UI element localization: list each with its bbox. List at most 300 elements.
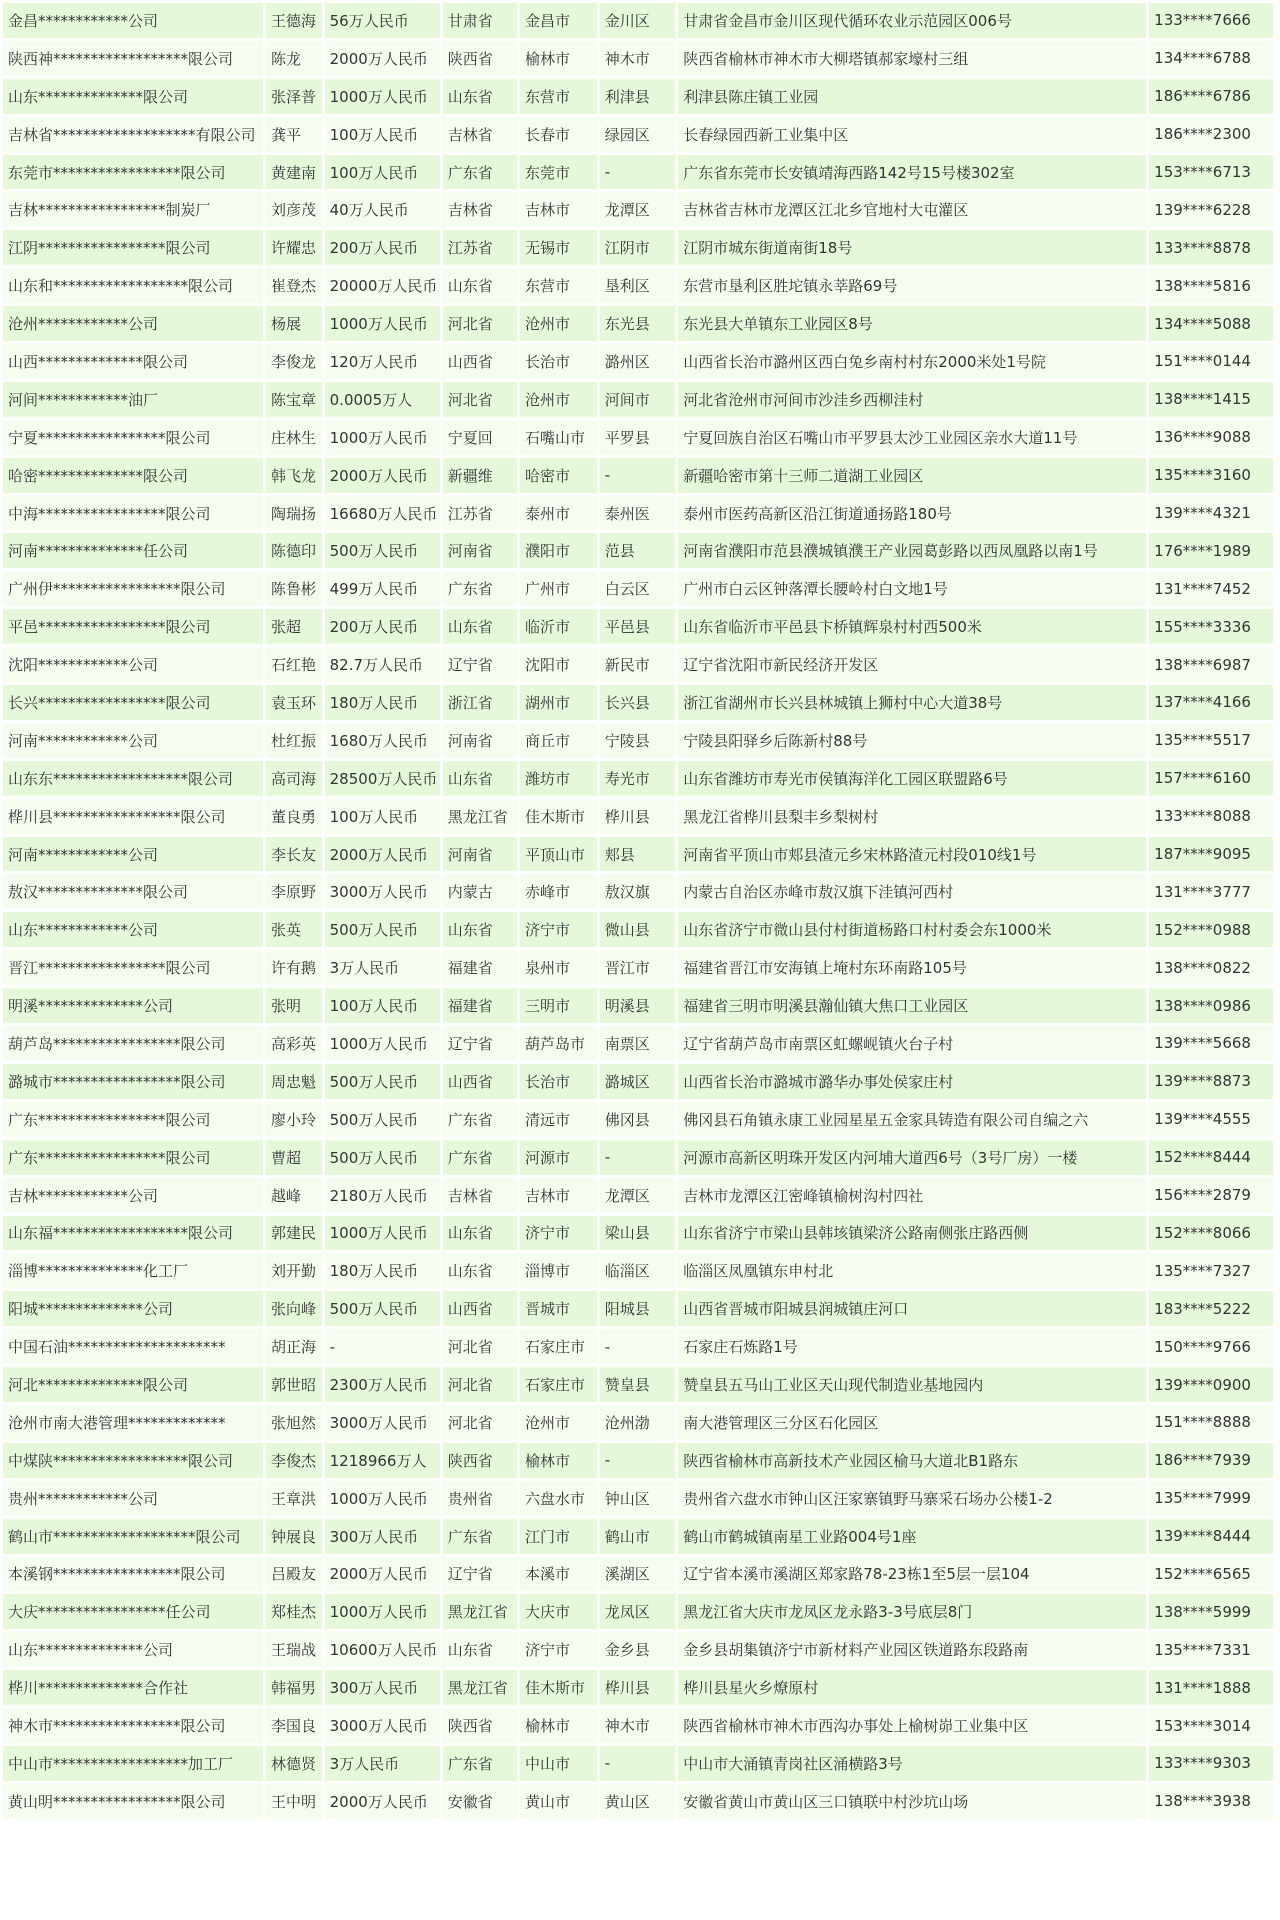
phone-cell: 131****7452 (1149, 571, 1273, 606)
address-cell: 山东省临沂市平邑县卞桥镇辉泉村村西500米 (678, 609, 1146, 644)
legal-representative-cell: 陈德印 (266, 533, 322, 568)
registered-capital-cell: 16680万人民币 (325, 496, 440, 531)
phone-cell: 152****6565 (1149, 1557, 1273, 1592)
city-cell: 榆林市 (520, 41, 597, 76)
legal-representative-cell: 李长友 (266, 837, 322, 872)
table-row (3, 420, 1273, 455)
city-cell: 沧州市 (520, 1405, 597, 1440)
city-cell: 江门市 (520, 1519, 597, 1554)
phone-cell: 156****2879 (1149, 1178, 1273, 1213)
province-cell: 黑龙江省 (443, 1594, 517, 1629)
legal-representative-cell: 韩飞龙 (266, 458, 322, 493)
registered-capital-cell: 10600万人民币 (325, 1632, 440, 1667)
table-row (3, 1216, 1273, 1251)
district-cell: 桦川县 (600, 1670, 676, 1705)
table-row (3, 1253, 1273, 1288)
district-cell: 南票区 (600, 1026, 676, 1061)
phone-cell: 138****6987 (1149, 647, 1273, 682)
phone-cell: 152****8444 (1149, 1140, 1273, 1175)
province-cell: 广东省 (443, 571, 517, 606)
company-name-cell: 桦川**************合作社 (3, 1670, 263, 1705)
legal-representative-cell: 林德贤 (266, 1746, 322, 1781)
company-name-cell: 吉林*****************制炭厂 (3, 192, 263, 227)
province-cell: 广东省 (443, 155, 517, 190)
address-cell: 河北省沧州市河间市沙洼乡西柳洼村 (678, 382, 1146, 417)
district-cell: 垦利区 (600, 268, 676, 303)
province-cell: 山西省 (443, 1291, 517, 1326)
legal-representative-cell: 刘彦茂 (266, 192, 322, 227)
city-cell: 商丘市 (520, 723, 597, 758)
phone-cell: 151****0144 (1149, 344, 1273, 379)
registered-capital-cell: 100万人民币 (325, 988, 440, 1023)
company-name-cell: 潞城市*****************限公司 (3, 1064, 263, 1099)
district-cell: 沧州渤 (600, 1405, 676, 1440)
company-name-cell: 本溪钢*****************限公司 (3, 1557, 263, 1592)
phone-cell: 136****9088 (1149, 420, 1273, 455)
registered-capital-cell: 2000万人民币 (325, 1784, 440, 1819)
district-cell: 龙潭区 (600, 1178, 676, 1213)
company-name-cell: 晋江*****************限公司 (3, 950, 263, 985)
address-cell: 辽宁省沈阳市新民经济开发区 (678, 647, 1146, 682)
address-cell: 陕西省榆林市高新技术产业园区榆马大道北B1路东 (678, 1443, 1146, 1478)
legal-representative-cell: 李国良 (266, 1708, 322, 1743)
registered-capital-cell: 2000万人民币 (325, 458, 440, 493)
phone-cell: 153****6713 (1149, 155, 1273, 190)
city-cell: 本溪市 (520, 1557, 597, 1592)
table-row (3, 685, 1273, 720)
table-row (3, 496, 1273, 531)
district-cell: - (600, 155, 676, 190)
legal-representative-cell: 张向峰 (266, 1291, 322, 1326)
address-cell: 宁陵县阳驿乡后陈新村88号 (678, 723, 1146, 758)
address-cell: 辽宁省葫芦岛市南票区虹螺岘镇火台子村 (678, 1026, 1146, 1061)
legal-representative-cell: 庄林生 (266, 420, 322, 455)
province-cell: 辽宁省 (443, 1557, 517, 1592)
phone-cell: 138****3938 (1149, 1784, 1273, 1819)
district-cell: - (600, 1443, 676, 1478)
district-cell: 潞城区 (600, 1064, 676, 1099)
phone-cell: 153****3014 (1149, 1708, 1273, 1743)
table-row (3, 1064, 1273, 1099)
province-cell: 广东省 (443, 1519, 517, 1554)
table-row (3, 1670, 1273, 1705)
company-name-cell: 吉林省*******************有限公司 (3, 117, 263, 152)
phone-cell: 133****8878 (1149, 230, 1273, 265)
registered-capital-cell: 1680万人民币 (325, 723, 440, 758)
legal-representative-cell: 越峰 (266, 1178, 322, 1213)
company-name-cell: 河南**************任公司 (3, 533, 263, 568)
address-cell: 浙江省湖州市长兴县林城镇上狮村中心大道38号 (678, 685, 1146, 720)
address-cell: 吉林省吉林市龙潭区江北乡官地村大屯灌区 (678, 192, 1146, 227)
province-cell: 山东省 (443, 761, 517, 796)
address-cell: 吉林市龙潭区江密峰镇榆树沟村四社 (678, 1178, 1146, 1213)
table-row (3, 155, 1273, 190)
address-cell: 安徽省黄山市黄山区三口镇联中村沙坑山场 (678, 1784, 1146, 1819)
district-cell: 桦川县 (600, 799, 676, 834)
city-cell: 榆林市 (520, 1708, 597, 1743)
district-cell: 溪湖区 (600, 1557, 676, 1592)
city-cell: 赤峰市 (520, 874, 597, 909)
table-row (3, 723, 1273, 758)
company-name-cell: 贵州************公司 (3, 1481, 263, 1516)
phone-cell: 155****3336 (1149, 609, 1273, 644)
city-cell: 长治市 (520, 1064, 597, 1099)
legal-representative-cell: 许耀忠 (266, 230, 322, 265)
legal-representative-cell: 董良勇 (266, 799, 322, 834)
province-cell: 陕西省 (443, 41, 517, 76)
city-cell: 无锡市 (520, 230, 597, 265)
phone-cell: 138****5999 (1149, 1594, 1273, 1629)
city-cell: 泰州市 (520, 496, 597, 531)
province-cell: 河北省 (443, 382, 517, 417)
district-cell: 晋江市 (600, 950, 676, 985)
legal-representative-cell: 周忠魁 (266, 1064, 322, 1099)
city-cell: 金昌市 (520, 3, 597, 38)
city-cell: 沧州市 (520, 382, 597, 417)
address-cell: 金乡县胡集镇济宁市新材料产业园区铁道路东段路南 (678, 1632, 1146, 1667)
company-name-cell: 长兴*****************限公司 (3, 685, 263, 720)
registered-capital-cell: 1000万人民币 (325, 306, 440, 341)
address-cell: 山西省长治市潞城市潞华办事处侯家庄村 (678, 1064, 1146, 1099)
company-name-cell: 桦川县*****************限公司 (3, 799, 263, 834)
province-cell: 江苏省 (443, 496, 517, 531)
company-name-cell: 沈阳************公司 (3, 647, 263, 682)
table-row (3, 1519, 1273, 1554)
phone-cell: 183****5222 (1149, 1291, 1273, 1326)
phone-cell: 135****7327 (1149, 1253, 1273, 1288)
address-cell: 江阴市城东街道南街18号 (678, 230, 1146, 265)
province-cell: 河北省 (443, 1329, 517, 1364)
district-cell: 泰州医 (600, 496, 676, 531)
address-cell: 黑龙江省大庆市龙凤区龙永路3-3号底层8门 (678, 1594, 1146, 1629)
district-cell: 龙凤区 (600, 1594, 676, 1629)
city-cell: 佳木斯市 (520, 1670, 597, 1705)
company-name-cell: 葫芦岛*****************限公司 (3, 1026, 263, 1061)
legal-representative-cell: 高司海 (266, 761, 322, 796)
province-cell: 山东省 (443, 912, 517, 947)
registered-capital-cell: 28500万人民币 (325, 761, 440, 796)
district-cell: - (600, 1746, 676, 1781)
registered-capital-cell: 180万人民币 (325, 685, 440, 720)
company-name-cell: 吉林************公司 (3, 1178, 263, 1213)
registered-capital-cell: 500万人民币 (325, 1140, 440, 1175)
registered-capital-cell: 180万人民币 (325, 1253, 440, 1288)
phone-cell: 139****5668 (1149, 1026, 1273, 1061)
address-cell: 黑龙江省桦川县梨丰乡梨树村 (678, 799, 1146, 834)
city-cell: 佳木斯市 (520, 799, 597, 834)
table-row (3, 1784, 1273, 1819)
province-cell: 河南省 (443, 723, 517, 758)
province-cell: 山东省 (443, 609, 517, 644)
address-cell: 甘肃省金昌市金川区现代循环农业示范园区006号 (678, 3, 1146, 38)
district-cell: - (600, 458, 676, 493)
table-row (3, 988, 1273, 1023)
phone-cell: 134****5088 (1149, 306, 1273, 341)
table-row (3, 1557, 1273, 1592)
phone-cell: 135****7999 (1149, 1481, 1273, 1516)
phone-cell: 152****0988 (1149, 912, 1273, 947)
city-cell: 石嘴山市 (520, 420, 597, 455)
province-cell: 河南省 (443, 837, 517, 872)
legal-representative-cell: 崔登杰 (266, 268, 322, 303)
district-cell: 范县 (600, 533, 676, 568)
company-name-cell: 平邑*****************限公司 (3, 609, 263, 644)
registered-capital-cell: 2300万人民币 (325, 1367, 440, 1402)
province-cell: 河北省 (443, 1367, 517, 1402)
company-name-cell: 中国石油********************* (3, 1329, 263, 1364)
district-cell: 宁陵县 (600, 723, 676, 758)
address-cell: 佛冈县石角镇永康工业园星星五金家具铸造有限公司自编之六 (678, 1102, 1146, 1137)
company-name-cell: 中山市******************加工厂 (3, 1746, 263, 1781)
table-row (3, 382, 1273, 417)
phone-cell: 135****3160 (1149, 458, 1273, 493)
phone-cell: 176****1989 (1149, 533, 1273, 568)
legal-representative-cell: 陈龙 (266, 41, 322, 76)
legal-representative-cell: 黄建南 (266, 155, 322, 190)
company-name-cell: 广东*****************限公司 (3, 1102, 263, 1137)
company-name-cell: 敖汉**************限公司 (3, 874, 263, 909)
city-cell: 潍坊市 (520, 761, 597, 796)
city-cell: 泉州市 (520, 950, 597, 985)
district-cell: 临淄区 (600, 1253, 676, 1288)
address-cell: 利津县陈庄镇工业园 (678, 79, 1146, 114)
table-row (3, 1443, 1273, 1478)
district-cell: 金川区 (600, 3, 676, 38)
company-name-cell: 明溪**************公司 (3, 988, 263, 1023)
phone-cell: 139****0900 (1149, 1367, 1273, 1402)
company-name-cell: 山东东******************限公司 (3, 761, 263, 796)
table-row (3, 1329, 1273, 1364)
legal-representative-cell: 郑桂杰 (266, 1594, 322, 1629)
legal-representative-cell: 刘开勤 (266, 1253, 322, 1288)
legal-representative-cell: 袁玉环 (266, 685, 322, 720)
district-cell: 鹤山市 (600, 1519, 676, 1554)
address-cell: 新疆哈密市第十三师二道湖工业园区 (678, 458, 1146, 493)
phone-cell: 186****2300 (1149, 117, 1273, 152)
legal-representative-cell: 张超 (266, 609, 322, 644)
address-cell: 赞皇县五马山工业区天山现代制造业基地园内 (678, 1367, 1146, 1402)
city-cell: 哈密市 (520, 458, 597, 493)
legal-representative-cell: 曹超 (266, 1140, 322, 1175)
district-cell: 寿光市 (600, 761, 676, 796)
registered-capital-cell: 200万人民币 (325, 230, 440, 265)
district-cell: 黄山区 (600, 1784, 676, 1819)
city-cell: 沧州市 (520, 306, 597, 341)
company-name-cell: 河南************公司 (3, 723, 263, 758)
city-cell: 东营市 (520, 268, 597, 303)
district-cell: 阳城县 (600, 1291, 676, 1326)
province-cell: 江苏省 (443, 230, 517, 265)
table-row (3, 647, 1273, 682)
registered-capital-cell: 500万人民币 (325, 533, 440, 568)
city-cell: 晋城市 (520, 1291, 597, 1326)
legal-representative-cell: 陶瑞扬 (266, 496, 322, 531)
legal-representative-cell: 王瑞战 (266, 1632, 322, 1667)
phone-cell: 157****6160 (1149, 761, 1273, 796)
province-cell: 山西省 (443, 1064, 517, 1099)
district-cell: - (600, 1329, 676, 1364)
district-cell: 佛冈县 (600, 1102, 676, 1137)
company-name-cell: 河北**************限公司 (3, 1367, 263, 1402)
district-cell: 河间市 (600, 382, 676, 417)
legal-representative-cell: 王德海 (266, 3, 322, 38)
city-cell: 三明市 (520, 988, 597, 1023)
table-row (3, 192, 1273, 227)
legal-representative-cell: 高彩英 (266, 1026, 322, 1061)
registered-capital-cell: 3万人民币 (325, 950, 440, 985)
address-cell: 广州市白云区钟落潭长腰岭村白文地1号 (678, 571, 1146, 606)
address-cell: 山东省潍坊市寿光市侯镇海洋化工园区联盟路6号 (678, 761, 1146, 796)
table-row (3, 1708, 1273, 1743)
phone-cell: 138****0822 (1149, 950, 1273, 985)
table-row (3, 1140, 1273, 1175)
phone-cell: 133****9303 (1149, 1746, 1273, 1781)
registered-capital-cell: - (325, 1329, 440, 1364)
district-cell: 绿园区 (600, 117, 676, 152)
legal-representative-cell: 韩福男 (266, 1670, 322, 1705)
district-cell: 梁山县 (600, 1216, 676, 1251)
province-cell: 贵州省 (443, 1481, 517, 1516)
company-name-cell: 沧州市南大港管理************* (3, 1405, 263, 1440)
address-cell: 宁夏回族自治区石嘴山市平罗县太沙工业园区亲水大道11号 (678, 420, 1146, 455)
company-name-cell: 中海*****************限公司 (3, 496, 263, 531)
registered-capital-cell: 82.7万人民币 (325, 647, 440, 682)
registered-capital-cell: 100万人民币 (325, 799, 440, 834)
province-cell: 吉林省 (443, 1178, 517, 1213)
phone-cell: 135****7331 (1149, 1632, 1273, 1667)
registered-capital-cell: 1000万人民币 (325, 1216, 440, 1251)
city-cell: 中山市 (520, 1746, 597, 1781)
province-cell: 广东省 (443, 1140, 517, 1175)
province-cell: 吉林省 (443, 117, 517, 152)
city-cell: 六盘水市 (520, 1481, 597, 1516)
registered-capital-cell: 2000万人民币 (325, 837, 440, 872)
registered-capital-cell: 499万人民币 (325, 571, 440, 606)
address-cell: 福建省三明市明溪县瀚仙镇大焦口工业园区 (678, 988, 1146, 1023)
table-row (3, 1632, 1273, 1667)
table-row (3, 1367, 1273, 1402)
province-cell: 山东省 (443, 1253, 517, 1288)
province-cell: 陕西省 (443, 1708, 517, 1743)
province-cell: 甘肃省 (443, 3, 517, 38)
district-cell: 微山县 (600, 912, 676, 947)
district-cell: 新民市 (600, 647, 676, 682)
province-cell: 内蒙古 (443, 874, 517, 909)
registered-capital-cell: 20000万人民币 (325, 268, 440, 303)
registered-capital-cell: 3000万人民币 (325, 874, 440, 909)
legal-representative-cell: 李原野 (266, 874, 322, 909)
address-cell: 南大港管理区三分区石化园区 (678, 1405, 1146, 1440)
table-row (3, 41, 1273, 76)
address-cell: 长春绿园西新工业集中区 (678, 117, 1146, 152)
table-row (3, 799, 1273, 834)
phone-cell: 152****8066 (1149, 1216, 1273, 1251)
city-cell: 石家庄市 (520, 1367, 597, 1402)
table-row (3, 1481, 1273, 1516)
registered-capital-cell: 300万人民币 (325, 1519, 440, 1554)
district-cell: 金乡县 (600, 1632, 676, 1667)
table-row (3, 344, 1273, 379)
phone-cell: 186****6786 (1149, 79, 1273, 114)
city-cell: 河源市 (520, 1140, 597, 1175)
district-cell: 利津县 (600, 79, 676, 114)
phone-cell: 137****4166 (1149, 685, 1273, 720)
phone-cell: 150****9766 (1149, 1329, 1273, 1364)
address-cell: 福建省晋江市安海镇上埯村东环南路105号 (678, 950, 1146, 985)
city-cell: 石家庄市 (520, 1329, 597, 1364)
city-cell: 湖州市 (520, 685, 597, 720)
legal-representative-cell: 王章洪 (266, 1481, 322, 1516)
company-name-cell: 江阴*****************限公司 (3, 230, 263, 265)
city-cell: 济宁市 (520, 912, 597, 947)
registered-capital-cell: 0.0005万人 (325, 382, 440, 417)
phone-cell: 139****4555 (1149, 1102, 1273, 1137)
province-cell: 河北省 (443, 306, 517, 341)
address-cell: 陕西省榆林市神木市西沟办事处上榆树峁工业集中区 (678, 1708, 1146, 1743)
city-cell: 吉林市 (520, 1178, 597, 1213)
province-cell: 吉林省 (443, 192, 517, 227)
legal-representative-cell: 廖小玲 (266, 1102, 322, 1137)
city-cell: 黄山市 (520, 1784, 597, 1819)
address-cell: 鹤山市鹤城镇南星工业路004号1座 (678, 1519, 1146, 1554)
phone-cell: 133****8088 (1149, 799, 1273, 834)
table-row (3, 117, 1273, 152)
city-cell: 濮阳市 (520, 533, 597, 568)
registered-capital-cell: 120万人民币 (325, 344, 440, 379)
registered-capital-cell: 3万人民币 (325, 1746, 440, 1781)
city-cell: 长治市 (520, 344, 597, 379)
registered-capital-cell: 2180万人民币 (325, 1178, 440, 1213)
company-name-cell: 山东**************限公司 (3, 79, 263, 114)
company-name-cell: 山东************公司 (3, 912, 263, 947)
district-cell: 平邑县 (600, 609, 676, 644)
table-row (3, 533, 1273, 568)
company-name-cell: 山西**************限公司 (3, 344, 263, 379)
phone-cell: 139****8444 (1149, 1519, 1273, 1554)
city-cell: 广州市 (520, 571, 597, 606)
city-cell: 济宁市 (520, 1216, 597, 1251)
province-cell: 安徽省 (443, 1784, 517, 1819)
province-cell: 宁夏回 (443, 420, 517, 455)
province-cell: 广东省 (443, 1102, 517, 1137)
table-row (3, 79, 1273, 114)
city-cell: 沈阳市 (520, 647, 597, 682)
table-row (3, 1102, 1273, 1137)
legal-representative-cell: 陈宝章 (266, 382, 322, 417)
address-cell: 山西省晋城市阳城县润城镇庄河口 (678, 1291, 1146, 1326)
phone-cell: 139****4321 (1149, 496, 1273, 531)
table-row (3, 458, 1273, 493)
district-cell: 敖汉旗 (600, 874, 676, 909)
legal-representative-cell: 王中明 (266, 1784, 322, 1819)
province-cell: 福建省 (443, 988, 517, 1023)
province-cell: 山西省 (443, 344, 517, 379)
province-cell: 陕西省 (443, 1443, 517, 1478)
district-cell: 神木市 (600, 41, 676, 76)
district-cell: 长兴县 (600, 685, 676, 720)
company-name-cell: 大庆*****************任公司 (3, 1594, 263, 1629)
table-row (3, 3, 1273, 38)
table-row (3, 1594, 1273, 1629)
address-cell: 内蒙古自治区赤峰市敖汉旗下洼镇河西村 (678, 874, 1146, 909)
district-cell: 江阴市 (600, 230, 676, 265)
address-cell: 石家庄石炼路1号 (678, 1329, 1146, 1364)
city-cell: 吉林市 (520, 192, 597, 227)
legal-representative-cell: 张泽普 (266, 79, 322, 114)
phone-cell: 135****5517 (1149, 723, 1273, 758)
province-cell: 河南省 (443, 533, 517, 568)
legal-representative-cell: 郭世昭 (266, 1367, 322, 1402)
